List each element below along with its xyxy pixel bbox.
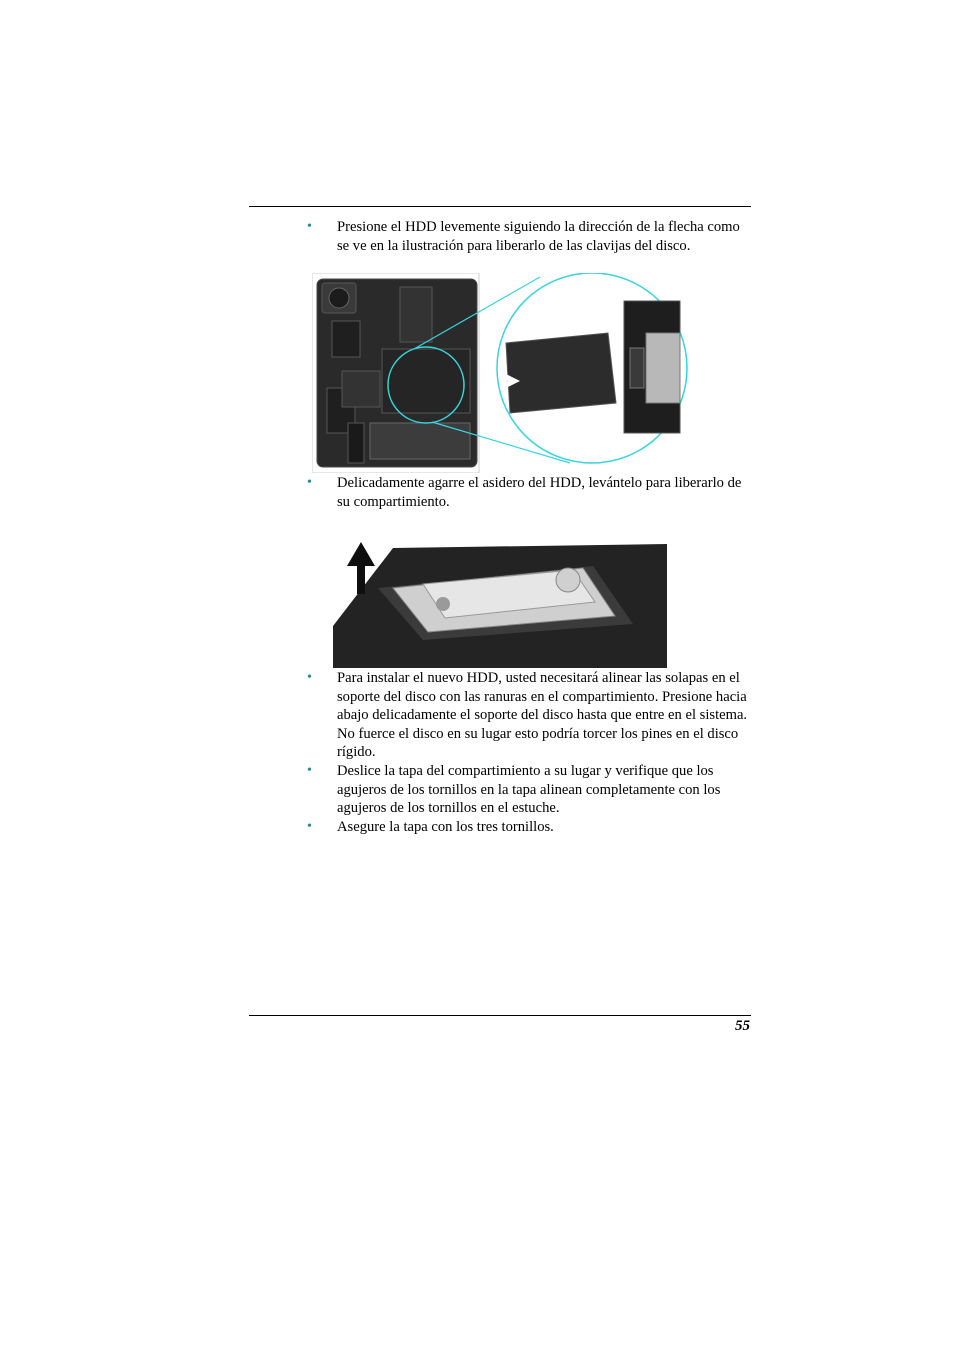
step-3-text: Para instalar el nuevo HDD, usted necesitará alinear las solapas en el soporte del disco con las ranuras en el compartimiento. Presione hacia abajo delicadamente el soporte del disco hasta que entre en el sistema. No fuerce el disco en su lugar esto podría torcer los pines en el disco rígido. <box>337 670 748 760</box>
bullet: • <box>307 763 312 778</box>
bullet: • <box>307 819 312 834</box>
figure-hdd-removal-photo <box>333 536 667 668</box>
bullet: • <box>307 475 312 490</box>
page-number: 55 <box>735 1018 750 1034</box>
step-1-text: Presione el HDD levemente siguiendo la dirección de la flecha como se ve en la ilustración para liberarlo de las clavijas del disco. <box>337 219 740 254</box>
step-5-text: Asegure la tapa con los tres tornillos. <box>337 819 554 835</box>
bullet: • <box>307 219 312 234</box>
step-4-text: Deslice la tapa del compartimiento a su lugar y verifique que los agujeros de los tornillos en la tapa alinean completamente con los agujeros de los tornillos en el estuche. <box>337 763 721 816</box>
figure-hdd-cover-illustration <box>312 273 692 473</box>
header-rule <box>249 206 751 207</box>
bullet: • <box>307 670 312 685</box>
step-2-text: Delicadamente agarre el asidero del HDD, levántelo para liberarlo de su compartimiento. <box>337 475 742 510</box>
footer-rule <box>249 1015 751 1016</box>
